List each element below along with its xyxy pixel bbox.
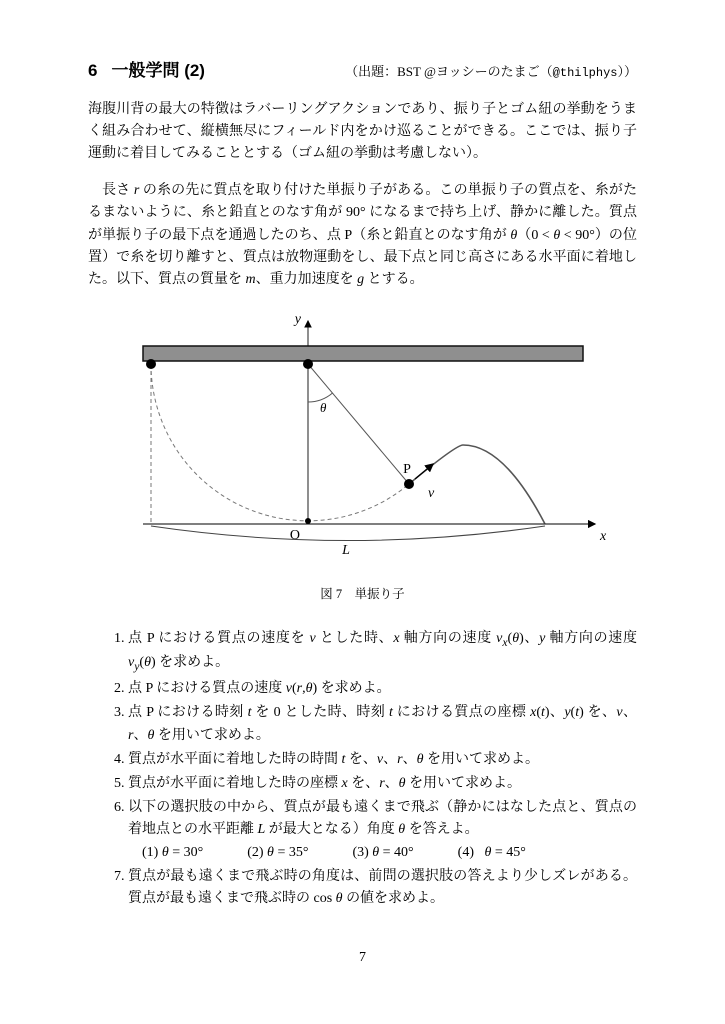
option-3: (3) θ = 40° [352,845,414,861]
velocity-label: v [427,485,434,501]
velocity-arrow [415,464,433,479]
string-line [308,364,409,484]
section-title: 一般学問 (2) [111,61,205,80]
question-text: 点 P における質点の速度 v(r,θ) を求めよ。 [128,681,391,697]
point-p-dot [404,479,414,489]
point-p-label: P [402,461,411,477]
lowest-point-dot [305,518,311,524]
section-number: 6 [88,61,98,80]
question-item-4 [128,749,637,771]
y-axis-label: y [294,311,301,327]
page-number: 7 [359,950,366,965]
ceiling-bar [143,346,583,361]
intro-paragraph: 海腹川背の最大の特徴はラバーリングアクションであり、振り子とゴム紐の挙動をうまく組み合わせて、縦横無尽にフィールド内をかけ巡ることができる。ここでは、振り子運動に着目してみることとする（ゴム紐の挙動は考慮しない）。 [88,102,637,162]
question-text: 質点が最も遠くまで飛ぶ時の角度は、前問の選択肢の答えより少しズレがある。質点が最も遠くまで飛ぶ時の cos θ の値を求めよ。 [128,869,637,907]
question-item-6 [128,797,637,864]
attribution: （出題：BST @ヨッシーのたまご（@thilphys）） [345,64,637,80]
question-item-2 [128,678,637,700]
figure-caption: 図 7 単振り子 [320,586,405,601]
distance-label: L [341,542,350,558]
question-text: 質点が水平面に着地した時の時間 t を、v、r、θ を用いて求めよ。 [128,751,539,767]
option-1: (1) θ = 30° [142,845,204,861]
option-2: (2) θ = 35° [247,845,309,861]
pendulum-figure [88,307,637,602]
question-item-1 [128,628,637,676]
distance-brace [151,526,545,541]
question-text: 以下の選択肢の中から、質点が最も遠くまで飛ぶ（静かにはなした点と、質点の着地点との水平距離 L が最大となる）角度 θ を答えよ。 [128,799,637,837]
question-item-3 [128,702,637,746]
answer-options [142,842,637,864]
problem-paragraph: 長さ r の糸の先に質点を取り付けた単振り子がある。この単振り子の質点を、糸がたるまないように、糸と鉛直とのなす角が 90° になるまで持ち上げ、静かに離した。質点が単振り子の最下点を通過したのち、点 P（糸と鉛直とのなす角が θ（0 < θ < 90°）の位置）で糸を切り離すと、質点は放物運動をし、最下点と同じ高さにある水平面に着地した。以下、質点の質量を m、重力加速度を g とする。 [88,183,637,287]
question-text: 点 P における時刻 t を 0 とした時、時刻 t における質点の座標 x(t)、y(t) を、v、r、θ を用いて求めよ。 [128,705,638,743]
pivot-dot [303,359,313,369]
trajectory-curve [409,445,545,524]
question-item-7 [128,866,637,910]
question-text: 質点が水平面に着地した時の座標 x を、r、θ を用いて求めよ。 [128,775,522,791]
angle-label: θ [319,399,326,415]
x-axis-label: x [599,528,606,544]
heading-row [88,56,637,81]
section-heading [88,56,205,81]
pendulum-diagram [108,307,618,572]
pendulum-arc [151,364,409,521]
release-dot [146,359,156,369]
question-list [88,628,637,911]
origin-label: O [289,527,300,543]
question-text: 点 P における質点の速度を v とした時、x 軸方向の速度 $v_x(\theta)$、y 軸方向の速度 $v_y(\theta)$ を求めよ。 [128,630,637,673]
question-item-5 [128,773,637,795]
option-4: (4) θ = 45° [457,845,526,861]
